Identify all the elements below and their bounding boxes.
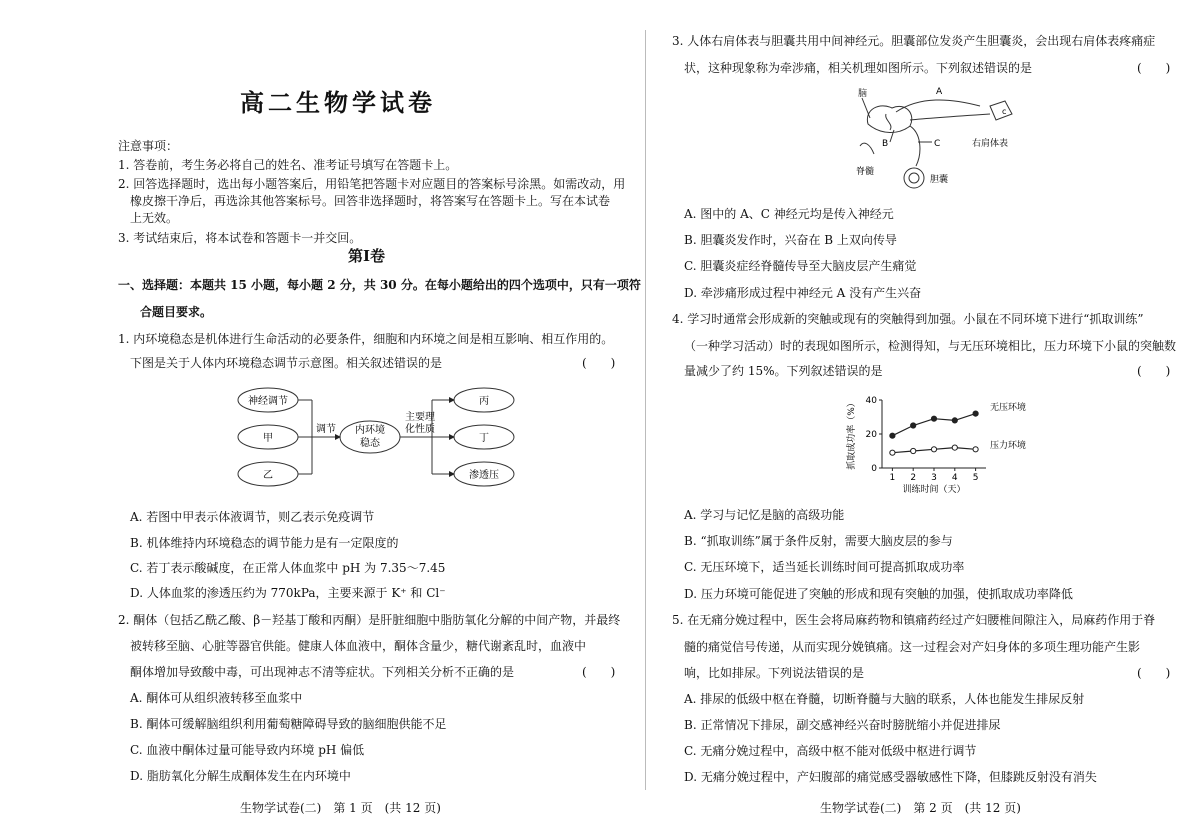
center-label: 内环境 <box>355 425 385 436</box>
data-point <box>952 418 957 423</box>
q3-option: D. 牵涉痛形成过程中神经元 A 没有产生兴奋 <box>684 286 922 300</box>
label-A: A <box>936 87 943 97</box>
gallbladder-outer <box>904 168 924 188</box>
note-line: 3. 考试结束后，将本试卷和答题卡一并交回。 <box>118 231 362 245</box>
q3-option: C. 胆囊炎症经脊髓传导至大脑皮层产生痛觉 <box>684 259 917 273</box>
label-shoulder: 右肩体表 <box>972 139 1009 149</box>
q4-stem: 量减少了约 15%。下列叙述错误的是 <box>684 364 883 378</box>
q2-option: A. 酮体可从组织液转移至血浆中 <box>130 691 303 705</box>
data-point <box>911 448 916 453</box>
q4-line-chart <box>840 388 1030 498</box>
data-point <box>931 447 936 452</box>
page-right <box>650 0 1200 835</box>
q3-stem: 状，这种现象称为牵涉痛，相关机理如图所示。下列叙述错误的是 <box>684 61 1033 75</box>
data-point <box>973 411 978 416</box>
q3-stem: 3. 人体右肩体表与胆囊共用中间神经元。胆囊部位发炎产生胆囊炎，会出现右肩体表疼痛症 <box>672 34 1156 48</box>
y-tick-label: 0 <box>871 464 877 474</box>
gallbladder-inner <box>909 173 919 183</box>
spinal-cord-section <box>867 106 911 133</box>
x-tick-label: 1 <box>889 473 896 483</box>
q1-diagram <box>232 382 522 500</box>
q2-stem: 酮体增加导致酸中毒，可出现神志不清等症状。下列相关分析不正确的是 <box>130 665 515 679</box>
label-gallbladder: 胆囊 <box>930 175 949 185</box>
y-tick-label: 40 <box>865 396 877 406</box>
label-brain: 脑 <box>858 89 868 99</box>
answer-paren: ( ) <box>1137 666 1171 680</box>
q2-stem: 被转移至脑、心脏等器官供能。健康人体血液中，酮体含量少，糖代谢紊乱时，血液中 <box>130 639 587 653</box>
chart-axes <box>882 400 986 468</box>
x-tick-label: 2 <box>910 473 917 483</box>
x-tick-label: 5 <box>972 473 979 483</box>
q5-stem: 5. 在无痛分娩过程中，医生会将局麻药物和镇痛药经过产妇腰椎间隙注入，局麻药作用于脊 <box>672 613 1156 627</box>
node-label: 乙 <box>263 470 273 481</box>
q5-stem: 响，比如排尿。下列说法错误的是 <box>684 666 865 680</box>
page-footer: 生物学试卷(二) 第 2 页 (共 12 页) <box>820 801 1021 815</box>
answer-paren: ( ) <box>582 665 616 679</box>
data-point <box>890 450 895 455</box>
answer-paren: ( ) <box>1137 364 1171 378</box>
x-axis-label: 训练时间（天） <box>902 485 966 495</box>
note-line: 橡皮擦干净后，再选涂其他答案标号。回答非选择题时，将答案写在答题卡上。写在本试卷 <box>130 194 611 208</box>
q5-option: D. 无痛分娩过程中，产妇腹部的痛觉感受器敏感性下降，但膝跳反射没有消失 <box>684 770 1097 784</box>
q1-option: D. 人体血浆的渗透压约为 770kPa，主要来源于 K⁺ 和 Cl⁻ <box>130 586 446 600</box>
q2-stem: 2. 酮体（包括乙酰乙酸、β－羟基丁酸和丙酮）是肝脏细胞中脂肪氧化分解的中间产物，并最终 <box>118 613 621 627</box>
q2-option: D. 脂肪氧化分解生成酮体发生在内环境中 <box>130 769 351 783</box>
exam-title: 高二生物学试卷 <box>240 88 436 117</box>
q2-option: B. 酮体可缓解脑组织利用葡萄糖障碍导致的脑细胞供能不足 <box>130 717 447 731</box>
answer-paren: ( ) <box>582 356 616 370</box>
data-point <box>952 445 957 450</box>
q5-option: A. 排尿的低级中枢在脊髓，切断脊髓与大脑的联系，人体也能发生排尿反射 <box>684 692 1085 706</box>
q3-option: A. 图中的 A、C 神经元均是传入神经元 <box>684 207 894 221</box>
q1-option: A. 若图中甲表示体液调节，则乙表示免疫调节 <box>130 510 375 524</box>
y-tick-label: 20 <box>865 430 877 440</box>
q2-option: C. 血液中酮体过量可能导致内环境 pH 偏低 <box>130 743 365 757</box>
note-line: 上无效。 <box>130 211 179 225</box>
x-tick-label: 4 <box>951 473 958 483</box>
q4-option: D. 压力环境可能促进了突触的形成和现有突触的加强，使抓取成功率降低 <box>684 587 1073 601</box>
neuron-C <box>910 126 920 166</box>
edge-label: 调节 <box>316 424 336 435</box>
series-label-unstressed: 无压环境 <box>990 403 1027 413</box>
q1-stem: 1. 内环境稳态是机体进行生命活动的必要条件，细胞和内环境之间是相互影响、相互作用的。 <box>118 332 614 346</box>
q4-option: C. 无压环境下，适当延长训练时间可提高抓取成功率 <box>684 560 965 574</box>
shoulder-receptor <box>990 101 1012 120</box>
page-footer: 生物学试卷(二) 第 1 页 (共 12 页) <box>240 801 441 815</box>
q5-option: B. 正常情况下排尿，副交感神经兴奋时膀胱缩小并促进排尿 <box>684 718 1001 732</box>
section-instructions: 合题目要求。 <box>140 305 213 319</box>
note-line: 2. 回答选择题时，选出每小题答案后，用铅笔把答题卡对应题目的答案标号涂黑。如需改动，用 <box>118 177 626 191</box>
y-axis-label: 抓取成功率（%） <box>847 398 857 470</box>
q4-option: A. 学习与记忆是脑的高级功能 <box>684 508 845 522</box>
data-point <box>911 423 916 428</box>
q4-stem: 4. 学习时通常会形成新的突触或现有的突触得到加强。小鼠在不同环境下进行“抓取训练” <box>672 312 1144 326</box>
label-B: B <box>882 139 889 149</box>
node-label: 丙 <box>479 396 489 407</box>
answer-paren: ( ) <box>1137 61 1171 75</box>
center-label: 稳态 <box>360 438 380 449</box>
node-label: 甲 <box>263 433 273 444</box>
data-point <box>890 433 895 438</box>
q4-option: B. “抓取训练”属于条件反射，需要大脑皮层的参与 <box>684 534 953 548</box>
q5-stem: 髓的痛觉信号传递，从而实现分娩镇痛。这一过程会对产妇身体的多项生理功能产生影 <box>684 640 1141 654</box>
q5-option: C. 无痛分娩过程中，高级中枢不能对低级中枢进行调节 <box>684 744 977 758</box>
receptor-mark: c <box>1002 107 1007 116</box>
data-point <box>931 416 936 421</box>
q3-option: B. 胆囊炎发作时，兴奋在 B 上双向传导 <box>684 233 897 247</box>
data-point <box>973 447 978 452</box>
section-instructions: 一、选择题：本题共 15 小题，每小题 2 分，共 30 分。在每小题给出的四个选项中，只有一项符 <box>118 278 641 292</box>
note-line: 1. 答卷前，考生务必将自己的姓名、准考证号填写在答题卡上。 <box>118 158 458 172</box>
x-tick-label: 3 <box>931 473 937 483</box>
label-C: C <box>934 139 941 149</box>
node-label: 神经调节 <box>248 396 288 407</box>
section-heading: 第Ⅰ卷 <box>348 247 386 265</box>
q1-option: B. 机体维持内环境稳态的调节能力是有一定限度的 <box>130 536 399 550</box>
q4-stem: （一种学习活动）时的表现如图所示，检测得知，与无压环境相比，压力环境下小鼠的突触数 <box>684 339 1177 353</box>
q1-option: C. 若丁表示酸碱度，在正常人体血浆中 pH 为 7.35～7.45 <box>130 561 446 575</box>
q3-diagram <box>850 84 1020 196</box>
node-label: 渗透压 <box>469 470 499 481</box>
edge-label: 主要理 <box>405 412 435 423</box>
series-label-stressed: 压力环境 <box>990 441 1027 451</box>
label-spine: 脊髓 <box>856 167 875 177</box>
edge-label: 化性质 <box>405 424 435 435</box>
q1-stem: 下图是关于人体内环境稳态调节示意图。相关叙述错误的是 <box>130 356 443 370</box>
notes-header: 注意事项： <box>118 139 179 153</box>
column-divider <box>645 30 646 790</box>
node-label: 丁 <box>479 433 489 444</box>
